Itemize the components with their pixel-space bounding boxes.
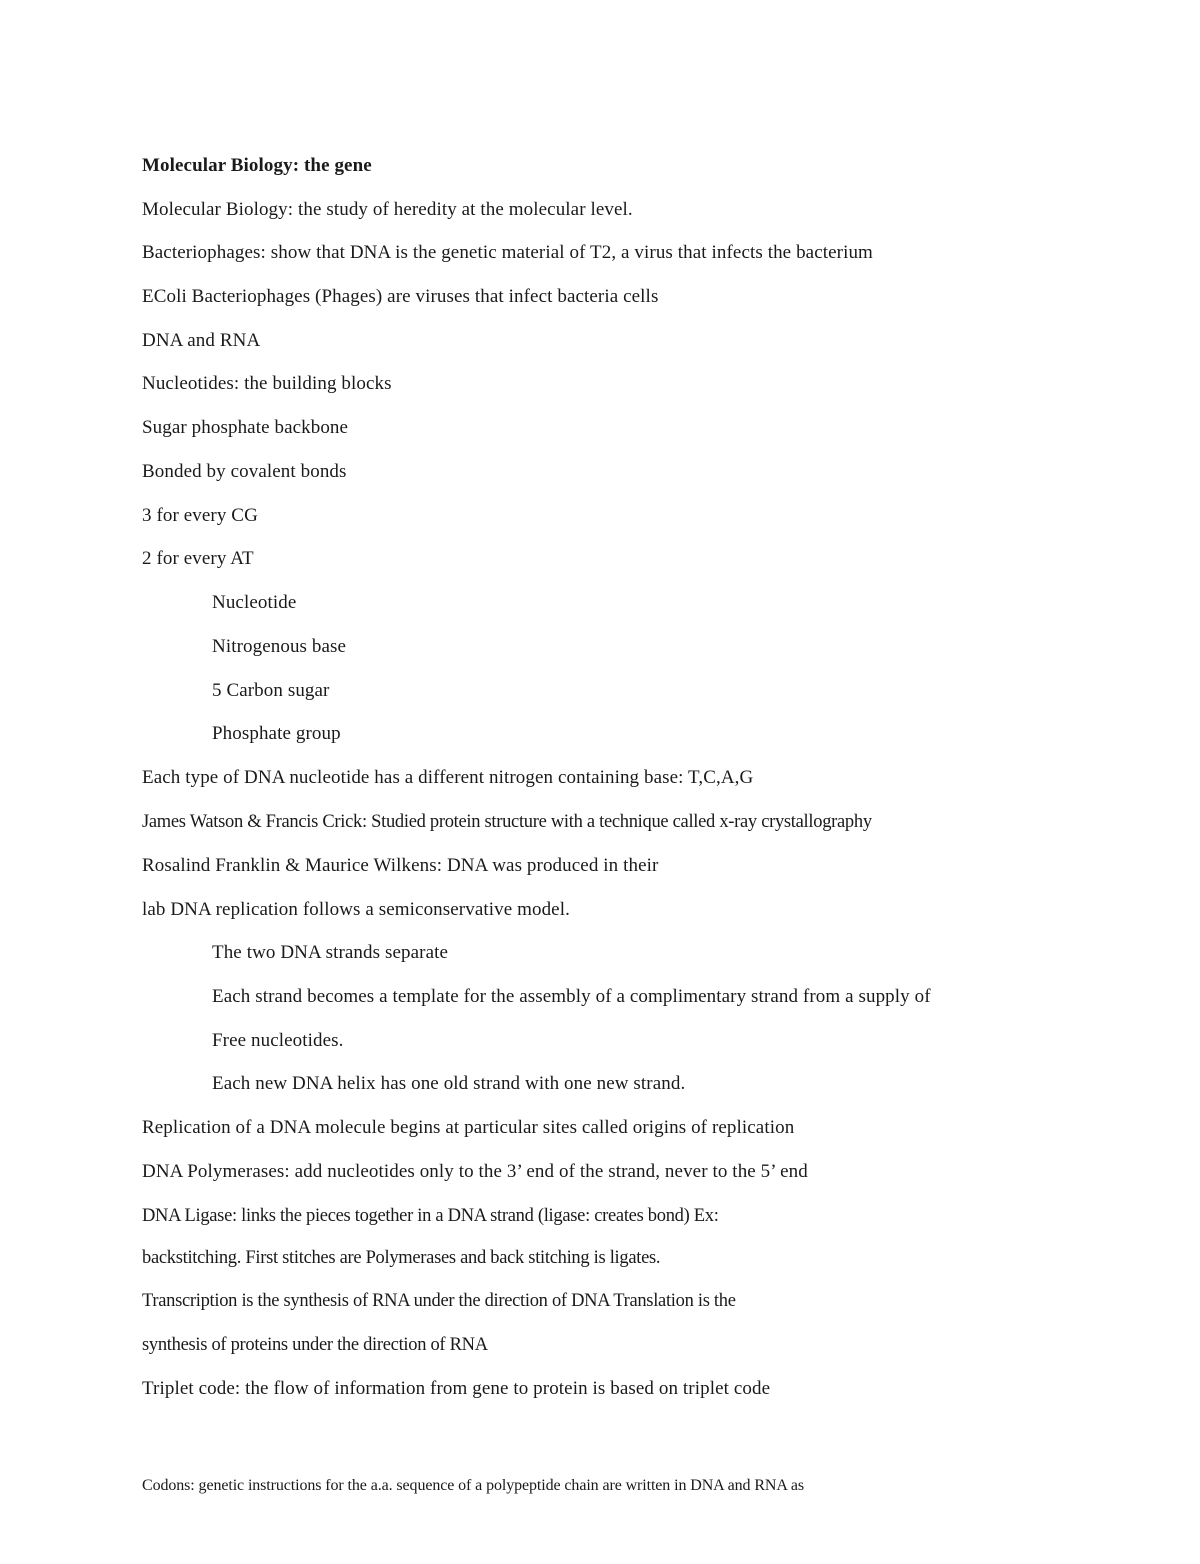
text-line: Nucleotides: the building blocks bbox=[142, 373, 392, 394]
indented-line: Nitrogenous base bbox=[212, 636, 347, 657]
indented-line: 5 Carbon sugar bbox=[212, 680, 330, 701]
indented-line: Nucleotide bbox=[212, 592, 297, 613]
text-line: Triplet code: the flow of information from gene to protein is based on triplet code bbox=[142, 1378, 771, 1399]
text-line: Codons: genetic instructions for the a.a. sequence of a polypeptide chain are written in DNA and RNA as bbox=[142, 1477, 804, 1494]
text-line: 2 for every AT bbox=[142, 548, 254, 569]
indented-line: Free nucleotides. bbox=[212, 1030, 344, 1051]
text-line: Bacteriophages: show that DNA is the genetic material of T2, a virus that infects the bacterium bbox=[142, 242, 873, 263]
text-line: Molecular Biology: the study of heredity at the molecular level. bbox=[142, 199, 633, 220]
text-line: Each type of DNA nucleotide has a different nitrogen containing base: T,C,A,G bbox=[142, 767, 754, 788]
text-line: synthesis of proteins under the direction of RNA bbox=[142, 1335, 488, 1355]
text-line: lab DNA replication follows a semiconservative model. bbox=[142, 899, 570, 920]
text-line: backstitching. First stitches are Polymerases and back stitching is ligates. bbox=[142, 1248, 661, 1268]
text-line: DNA Ligase: links the pieces together in a DNA strand (ligase: creates bond) Ex: bbox=[142, 1206, 719, 1226]
text-line: DNA and RNA bbox=[142, 330, 261, 351]
text-line: Bonded by covalent bonds bbox=[142, 461, 347, 482]
document-title: Molecular Biology: the gene bbox=[142, 155, 372, 176]
text-line: Transcription is the synthesis of RNA under the direction of DNA Translation is the bbox=[142, 1291, 736, 1311]
text-line: Sugar phosphate backbone bbox=[142, 417, 349, 438]
text-line: DNA Polymerases: add nucleotides only to the 3’ end of the strand, never to the 5’ end bbox=[142, 1161, 808, 1182]
text-line: EColi Bacteriophages (Phages) are viruses that infect bacteria cells bbox=[142, 286, 659, 307]
text-line: 3 for every CG bbox=[142, 505, 258, 526]
text-line: Rosalind Franklin & Maurice Wilkens: DNA was produced in their bbox=[142, 855, 659, 876]
text-line: James Watson & Francis Crick: Studied protein structure with a technique called x-ray crystallography bbox=[142, 812, 872, 832]
text-line: Replication of a DNA molecule begins at particular sites called origins of replication bbox=[142, 1117, 795, 1138]
indented-line: The two DNA strands separate bbox=[212, 942, 449, 963]
indented-line: Phosphate group bbox=[212, 723, 341, 744]
indented-line: Each new DNA helix has one old strand with one new strand. bbox=[212, 1073, 686, 1094]
indented-line: Each strand becomes a template for the assembly of a complimentary strand from a supply of bbox=[212, 986, 931, 1007]
